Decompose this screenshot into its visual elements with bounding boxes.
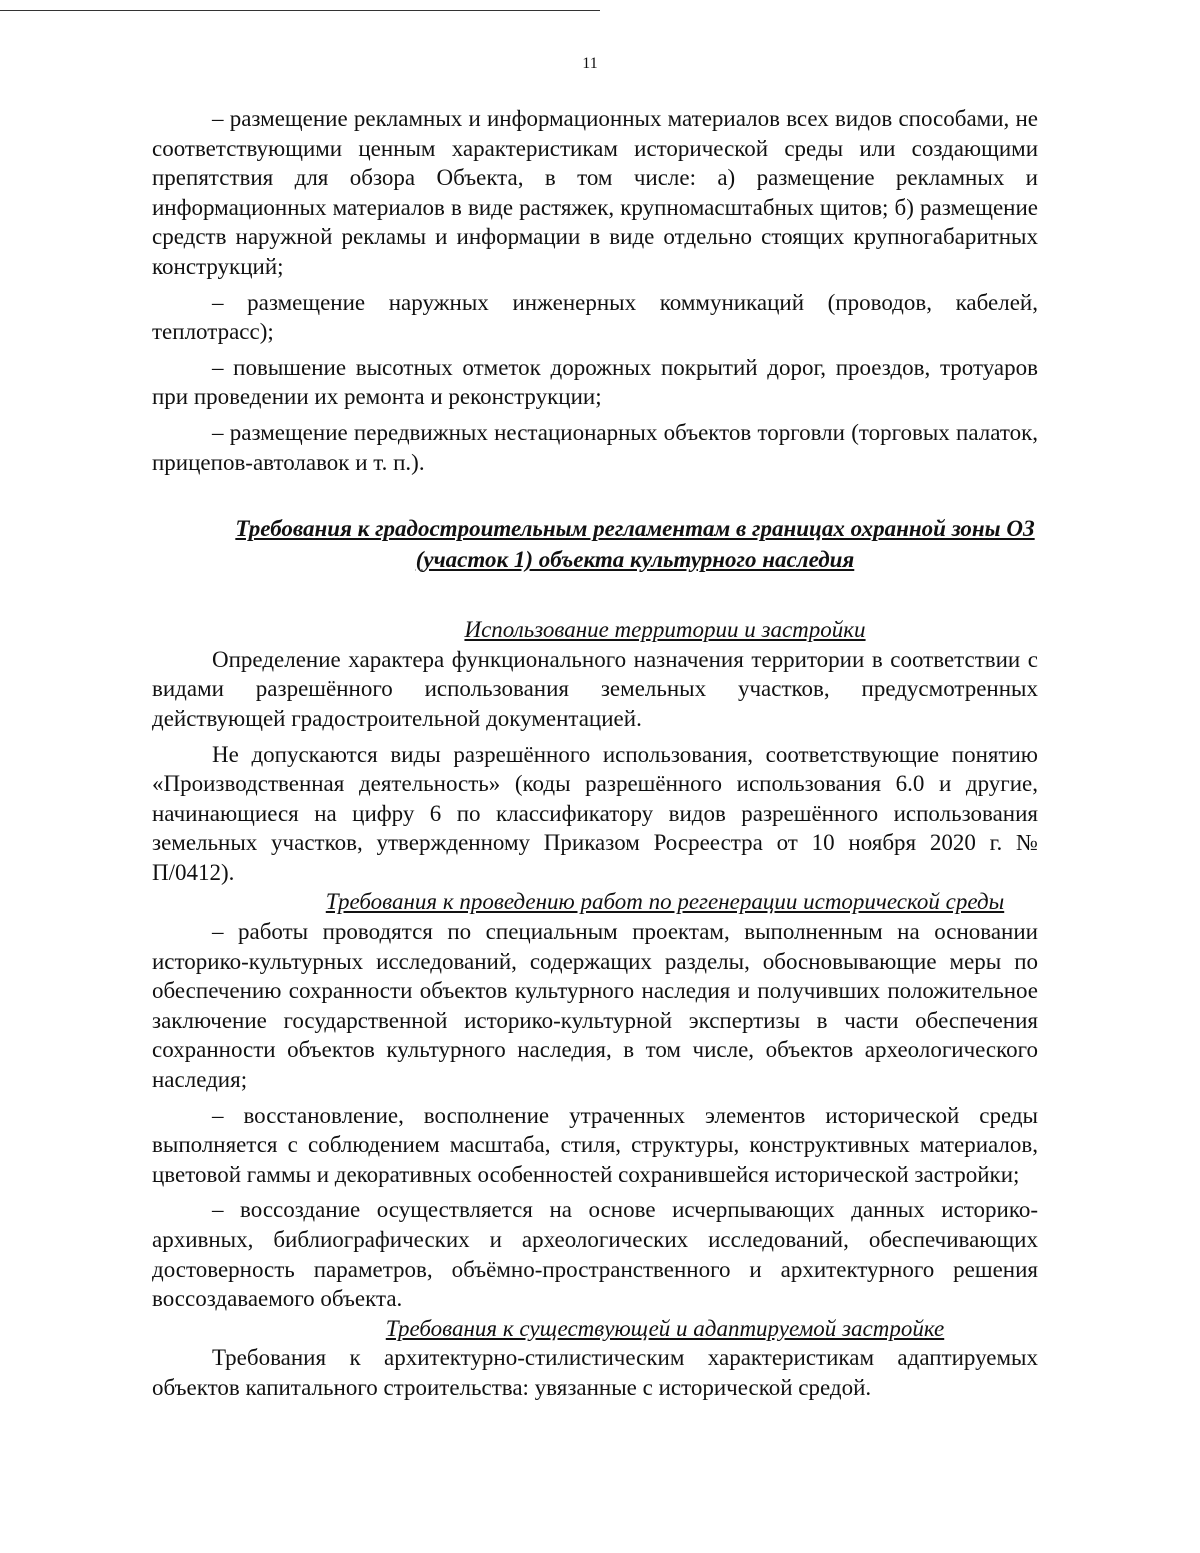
paragraph-mobile-trade-ban: – размещение передвижных нестационарных объектов торговли (торговых палаток, прицепов-автолавок и т. п.). [152,419,1038,475]
paragraph-restoration: – восстановление, восполнение утраченных элементов исторической среды выполняется с соблюдением масштаба, стиля, структуры, конструктивных материалов, цветовой гаммы и декоративных особенностей сохранившейся исторической застройки; [152,1102,1038,1187]
paragraph-architectural-requirements: Требования к архитектурно-стилистическим характеристикам адаптируемых объектов капитального строительства: увязанные с исторической средой. [152,1345,1038,1400]
subheading-regeneration: Требования к проведению работ по регенерации исторической среды [325,889,1005,915]
paragraph-advertising-ban: – размещение рекламных и информационных материалов всех видов способами, не соответствующими ценным характеристикам исторической среды или создающими препятствия для обзора Объекта, в том числе: а) размещение рекламных и информационных материалов в виде растяжек, крупномасштабных щитов; б) размещение средств наружной рекламы и информации в виде отдельно стоящих крупногабаритных конструкций; [152,106,1038,279]
paragraph-recreation: – воссоздание осуществляется на основе исчерпывающих данных историко-архивных, библиографических и археологических исследований, обеспечивающих достоверность параметров, объёмно-пространственного и архитектурного решения воссоздаваемого объекта. [152,1197,1038,1312]
paragraph-special-projects: – работы проводятся по специальным проектам, выполненным на основании историко-культурных исследований, содержащих разделы, обосновывающие меры по обеспечению сохранности объектов культурного наследия и получивших положительное заключение государственной историко-культурной экспертизы в части обеспечения сохранности объектов культурного наследия, в том числе, объектов археологического наследия; [152,919,1038,1093]
paragraph-road-level-ban: – повышение высотных отметок дорожных покрытий дорог, проездов, тротуаров при проведении их ремонта и реконструкции; [152,354,1038,410]
paragraph-functional-purpose: Определение характера функционального назначения территории в соответствии с видами разрешённого использования земельных участков, предусмотренных действующей градостроительной документацией. [152,646,1038,731]
paragraph-utilities-ban: – размещение наружных инженерных коммуникаций (проводов, кабелей, теплотрасс); [152,289,1038,345]
page-number: 11 [582,55,598,72]
paragraph-production-ban: Не допускаются виды разрешённого использования, соответствующие понятию «Производственная деятельность» (коды разрешённого использования 6.0 и другие, начинающиеся на цифру 6 по классификатору видов разрешённого использования земельных участков, утвержденному Приказом Росреестра от 10 ноября 2020 г. № П/0412). [152,741,1038,885]
top-rule [0,10,600,11]
subheading-existing-buildings: Требования к существующей и адаптируемой застройке [385,1315,945,1341]
section-heading: Требования к градостроительным регламентам в границах охранной зоны ОЗ (участок 1) объекта культурного наследия [235,516,1035,573]
subheading-territory-use: Использование территории и застройки [464,617,866,643]
document-body [152,104,1038,1403]
